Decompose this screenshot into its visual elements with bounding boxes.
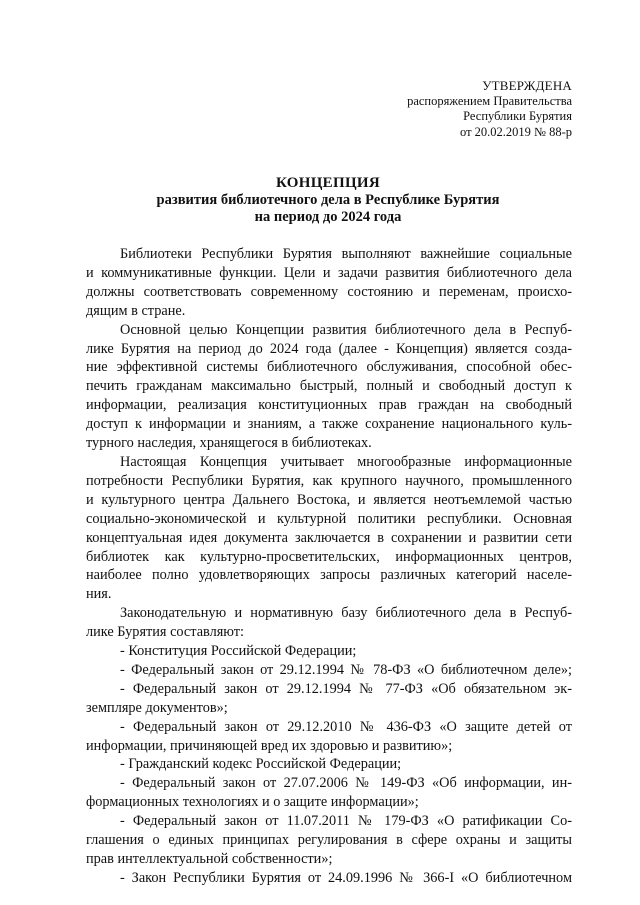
list-item: - Федеральный закон от 27.07.2006 № 149-ФЗ «Об информации, ин- xyxy=(120,775,572,792)
list-item-continuation: глашения о единых принципах регулирования в сфере охраны и защиты xyxy=(86,832,572,849)
list-item-continuation: формационных технологиях и о защите информации»; xyxy=(86,794,419,811)
text-line: ния. xyxy=(86,586,112,603)
list-item: - Закон Республики Бурятия от 24.09.1996 № 366-I «О библиотечном xyxy=(120,869,572,886)
list-item: - Федеральный закон от 29.12.1994 № 78-ФЗ «О библиотечном деле»; xyxy=(120,661,572,678)
approval-line: Республики Бурятия xyxy=(463,109,572,123)
title-subtitle: развития библиотечного дела в Республике Бурятия xyxy=(156,192,500,208)
text-line: турного наследия, хранящегося в библиотеках. xyxy=(86,435,372,452)
text-line: Библиотеки Республики Бурятия выполняют важнейшие социальные xyxy=(120,246,572,262)
title-main: КОНЦЕПЦИЯ xyxy=(275,175,381,191)
text-line: Настоящая Концепция учитывает многообразные информационные xyxy=(120,453,572,470)
text-line: наиболее полно удовлетворяющих запросы различных категорий населе- xyxy=(86,567,572,584)
approval-date-number: от 20.02.2019 № 88-р xyxy=(459,124,572,139)
list-item-continuation: информации, причиняющей вред их здоровью и развитию»; xyxy=(86,737,453,754)
document-title xyxy=(84,175,572,226)
text-line: Основной целью Концепции развития библиотечного дела в Респуб- xyxy=(120,321,572,338)
text-line: и коммуникативные функции. Цели и задачи развития библиотечного дела xyxy=(86,264,572,281)
text-line: печить гражданам максимально быстрый, полный и свободный доступ к xyxy=(86,378,572,395)
approval-stamp xyxy=(407,78,572,140)
text-line: социально-экономической и культурной политики республики. Основная xyxy=(86,510,572,527)
title-period: на период до 2024 года xyxy=(254,209,402,225)
approval-line: распоряжением Правительства xyxy=(407,93,572,108)
text-line: информации, реализация конституционных прав граждан на свободный xyxy=(86,397,572,414)
list-item: - Конституция Российской Федерации; xyxy=(120,643,357,660)
list-item-continuation: земпляре документов»; xyxy=(86,699,228,716)
text-line: доступ к информации и знаниям, а также сохранение национального куль- xyxy=(86,416,572,433)
list-item: - Федеральный закон от 29.12.2010 № 436-ФЗ «О защите детей от xyxy=(120,718,572,735)
text-line: Законодательную и нормативную базу библиотечного дела в Респуб- xyxy=(120,605,572,622)
list-item-continuation: прав интеллектуальной собственности»; xyxy=(86,851,333,867)
text-line: и культурного центра Дальнего Востока, и является неотъемлемой частью xyxy=(86,491,572,508)
text-line: ние эффективной системы библиотечного обслуживания, способной обес- xyxy=(86,359,572,376)
text-line: лике Бурятия на период до 2024 года (далее - Концепция) является созда- xyxy=(86,340,572,357)
text-line: концептуальная идея документа заключается в сохранении и развитии сети xyxy=(86,529,572,546)
list-item: - Федеральный закон от 11.07.2011 № 179-ФЗ «О ратификации Со- xyxy=(120,813,572,830)
list-item: - Федеральный закон от 29.12.1994 № 77-ФЗ «Об обязательном эк- xyxy=(120,680,572,697)
text-line: потребности Республики Бурятия, как крупного научного, промышленного xyxy=(86,472,572,489)
document-body xyxy=(86,245,572,888)
text-line: лике Бурятия составляют: xyxy=(86,624,245,641)
approval-status: УТВЕРЖДЕНА xyxy=(482,78,572,93)
text-line: дящим в стране. xyxy=(86,302,186,319)
text-line: должны соответствовать современному состоянию и переменам, происхо- xyxy=(86,283,572,300)
text-line: библиотек как культурно-просветительских, информационных центров, xyxy=(86,548,572,565)
list-item: - Гражданский кодекс Российской Федерации; xyxy=(120,756,402,773)
